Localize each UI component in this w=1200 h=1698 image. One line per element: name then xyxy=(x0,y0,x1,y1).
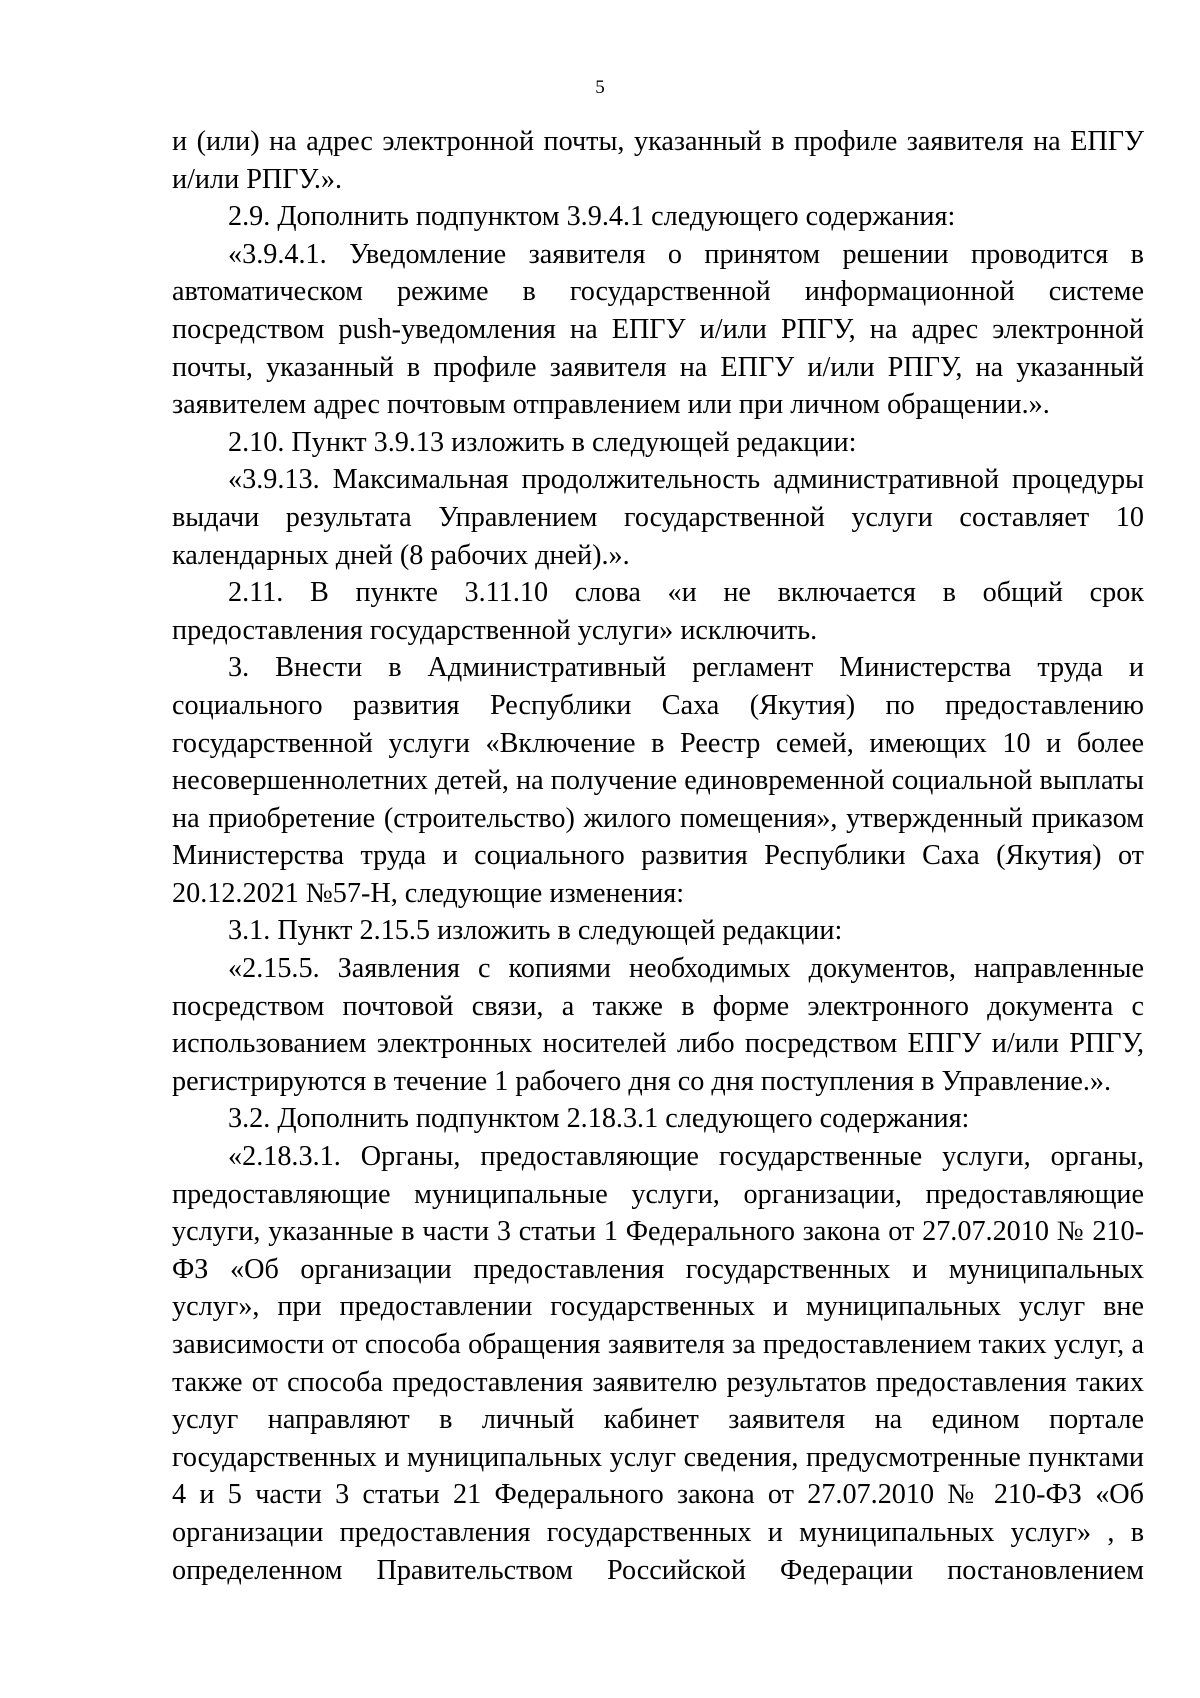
paragraph-3-1: 3.1. Пункт 2.15.5 изложить в следующей редакции: xyxy=(228,915,843,947)
paragraph-2-18-3-1: «2.18.3.1. Органы, предоставляющие государственные услуги, органы, предоставляющие муниципальные услуги, организации, предоставляющие услуги, указанные в части 3 статьи 1 Федерального закона от 27.07.2010 № 210-ФЗ «Об организации предоставления государственных и муниципальных услуг», при предоставлении государственных и муниципальных услуг вне зависимости от способа обращения заявителя за предоставлением таких услуг, а также от способа предоставления заявителю результатов предоставления таких услуг направляют в личный кабинет заявителя на едином портале государственных и муниципальных услуг сведения, предусмотренные пунктами 4 и 5 части 3 статьи 21 Федерального закона от 27.07.2010 № 210-ФЗ «Об организации предоставления государственных и муниципальных услуг» , в определенном Правительством Российской Федерации постановлением xyxy=(172,1141,1144,1586)
paragraph-3-2: 3.2. Дополнить подпунктом 2.18.3.1 следующего содержания: xyxy=(228,1103,970,1135)
paragraph-continuation: и (или) на адрес электронной почты, указанный в профиле заявителя на ЕПГУ и/или РПГУ.». xyxy=(172,126,1144,195)
paragraph-3-9-13: «3.9.13. Максимальная продолжительность административной процедуры выдачи результата Управлением государственной услуги составляет 10 календарных дней (8 рабочих дней).». xyxy=(172,464,1144,571)
paragraph-2-15-5: «2.15.5. Заявления с копиями необходимых документов, направленные посредством почтовой связи, а также в форме электронного документа с использованием электронных носителей либо посредством ЕПГУ и/или РПГУ, регистрируются в течение 1 рабочего дня со дня поступления в Управление.». xyxy=(172,953,1144,1097)
paragraph-2-9: 2.9. Дополнить подпунктом 3.9.4.1 следующего содержания: xyxy=(228,201,956,233)
paragraph-2-10: 2.10. Пункт 3.9.13 изложить в следующей редакции: xyxy=(228,426,857,458)
paragraph-3-9-4-1: «3.9.4.1. Уведомление заявителя о принятом решении проводится в автоматическом режиме в государственной информационной системе посредством push-уведомления на ЕПГУ и/или РПГУ, на адрес электронной почты, указанный в профиле заявителя на ЕПГУ и/или РПГУ, на указанный заявителем адрес почтовым отправлением или при личном обращении.». xyxy=(172,238,1144,421)
document-body xyxy=(172,123,1144,1589)
paragraph-3: 3. Внести в Административный регламент Министерства труда и социального развития Республики Саха (Якутия) по предоставлению государственной услуги «Включение в Реестр семей, имеющих 10 и более несовершеннолетних детей, на получение единовременной социальной выплаты на приобретение (строительство) жилого помещения», утвержденный приказом Министерства труда и социального развития Республики Саха (Якутия) от 20.12.2021 №57-Н, следующие изменения: xyxy=(172,652,1144,909)
paragraph-2-11: 2.11. В пункте 3.11.10 слова «и не включается в общий срок предоставления государственной услуги» исключить. xyxy=(172,577,1144,646)
page-number: 5 xyxy=(595,77,605,98)
